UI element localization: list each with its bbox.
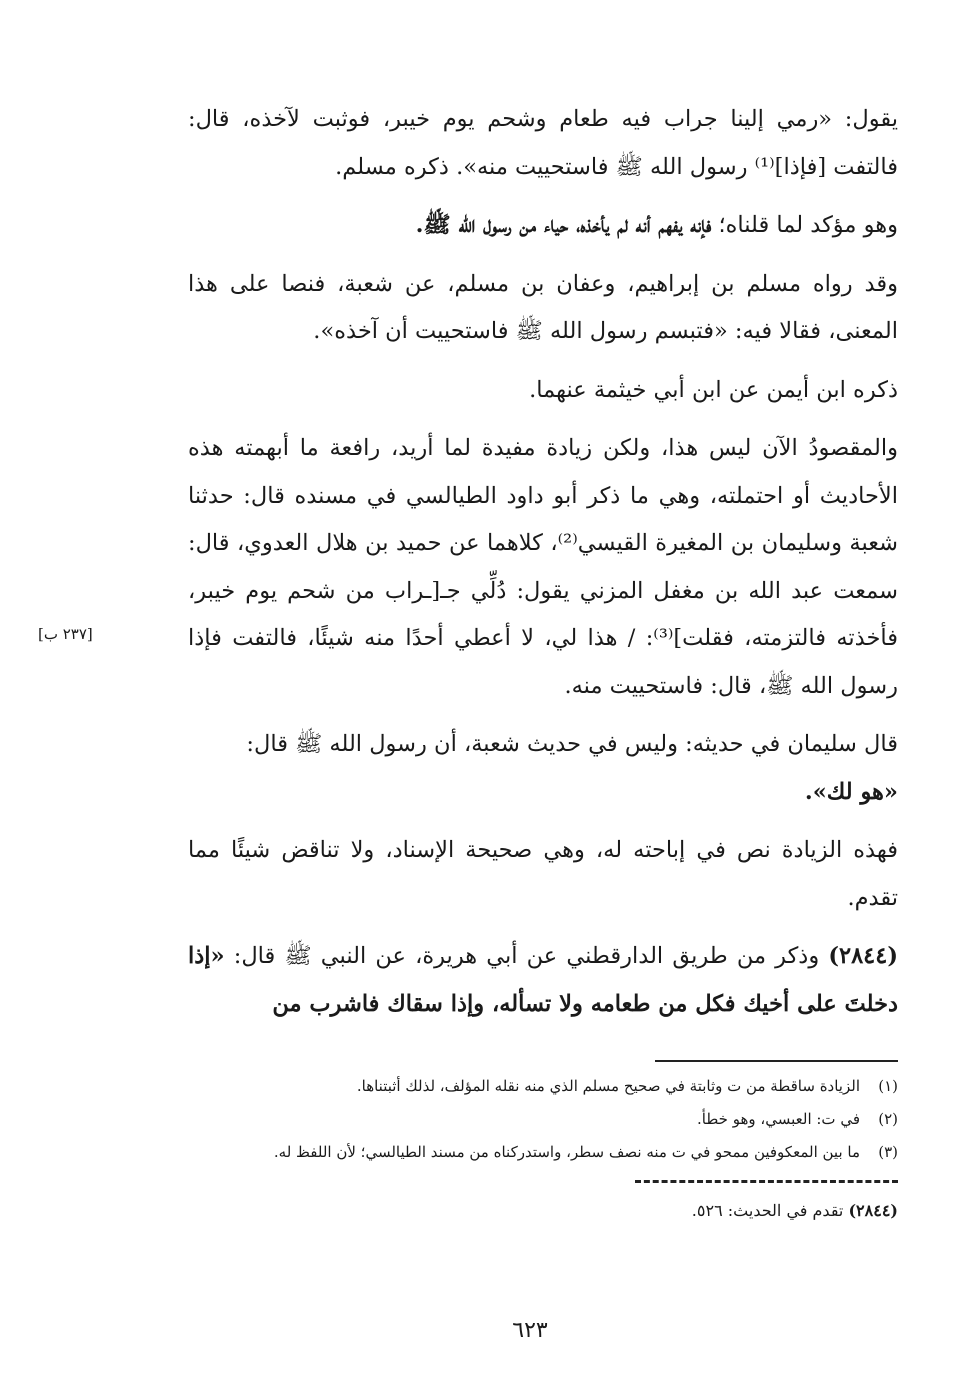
main-text <box>188 96 898 1039</box>
hadith-note-separator <box>635 1180 898 1183</box>
footnote-number: (١) <box>878 1077 898 1095</box>
paragraph-5: والمقصودُ الآن ليس هذا، ولكن زيادة مفيدة لما أريد، رافعة ما أبهمته هذه الأحاديث أو احتملته، وهي ما ذكر أبو داود الطيالسي في مسنده قال: حدثنا شعبة وسليمان بن المغيرة القيسي⁽²⁾، كلاهما عن حميد بن هلال العدوي، قال: سمعت عبد الله بن مغفل المزني يقول: دُلِّي جـ[ـراب من شحم يوم خيبر، فأخذته فالتزمته، فقلت]⁽³⁾: / هذا لي، لا أعطي أحدًا منه شيئًا، فالتفت فإذا رسول الله ﷺ، قال: فاستحييت منه. <box>188 435 899 699</box>
paragraph-2-part-a: وهو مؤكد لما قلناه؛ <box>718 212 898 238</box>
paragraph-8-quote: «إذا دخلتَ على أخيك فكل من طعامه ولا تسأله، وإذا سقاك فاشرب من <box>188 943 898 1017</box>
paragraph-2 <box>188 202 898 250</box>
footnote-item <box>188 1070 898 1103</box>
paragraph-4: ذكره ابن أيمن عن ابن أبي خيثمة عنهما. <box>529 376 898 403</box>
margin-folio-note: [٢٣٧ ب] <box>38 625 93 643</box>
paragraph-7: فهذه الزيادة نص في إباحته له، وهي صحيحة الإسناد، ولا تناقض شيئًا مما تقدم. <box>188 837 898 911</box>
paragraph-3: وقد رواه مسلم بن إبراهيم، وعفان بن مسلم، عن شعبة، فنصا على هذا المعنى، فقالا فيه: «فتبسم رسول الله ﷺ فاستحييت أن آخذه». <box>188 270 898 344</box>
footnote-text: في ت: العبسي، وهو خطأ. <box>697 1110 860 1128</box>
footnotes <box>188 1070 898 1169</box>
footnote-item <box>188 1136 898 1169</box>
paragraph-8-part-a: وذكر من طريق الدارقطني عن أبي هريرة، عن النبي ﷺ قال: <box>233 943 820 969</box>
paragraph-8 <box>188 933 898 1028</box>
paragraph-6-quote: «هو لك». <box>804 778 898 805</box>
hadith-note-text: تقدم في الحديث: ٥٢٦. <box>691 1201 844 1220</box>
paragraph-2-emphasis: فإنه يفهم أنه لم يأخذه، حياء من رسول الله ﷺ. <box>415 212 712 238</box>
paragraph-6-part-a: قال سليمان في حديثه: وليس في حديث شعبة، أن رسول الله ﷺ قال: <box>246 731 898 757</box>
hadith-note-number: (٢٨٤٤) <box>848 1201 898 1220</box>
paragraph-1: يقول: «رمي إلينا جراب فيه طعام وشحم يوم خيبر، فوثبت لآخذه، قال: فالتفت [فإذا]⁽¹⁾ رسول الله ﷺ فاستحييت منه». ذكره مسلم. <box>188 106 898 180</box>
hadith-note <box>188 1196 898 1226</box>
footnote-text: الزيادة ساقطة من ت وثابتة في صحيح مسلم الذي منه نقله المؤلف، لذلك أثبتناها. <box>356 1077 860 1095</box>
footnote-number: (٣) <box>878 1143 898 1161</box>
footnote-text: ما بين المعكوفين ممحو في ت منه نصف سطر، واستدركناه من مسند الطيالسي؛ لأن اللفظ له. <box>273 1143 860 1161</box>
page-number: ٦٢٣ <box>512 1318 548 1343</box>
footnote-item <box>188 1103 898 1136</box>
paragraph-6 <box>188 721 898 816</box>
footnote-number: (٢) <box>878 1110 898 1128</box>
footnote-separator <box>655 1060 898 1062</box>
hadith-number: (٢٨٤٤) <box>828 943 898 969</box>
